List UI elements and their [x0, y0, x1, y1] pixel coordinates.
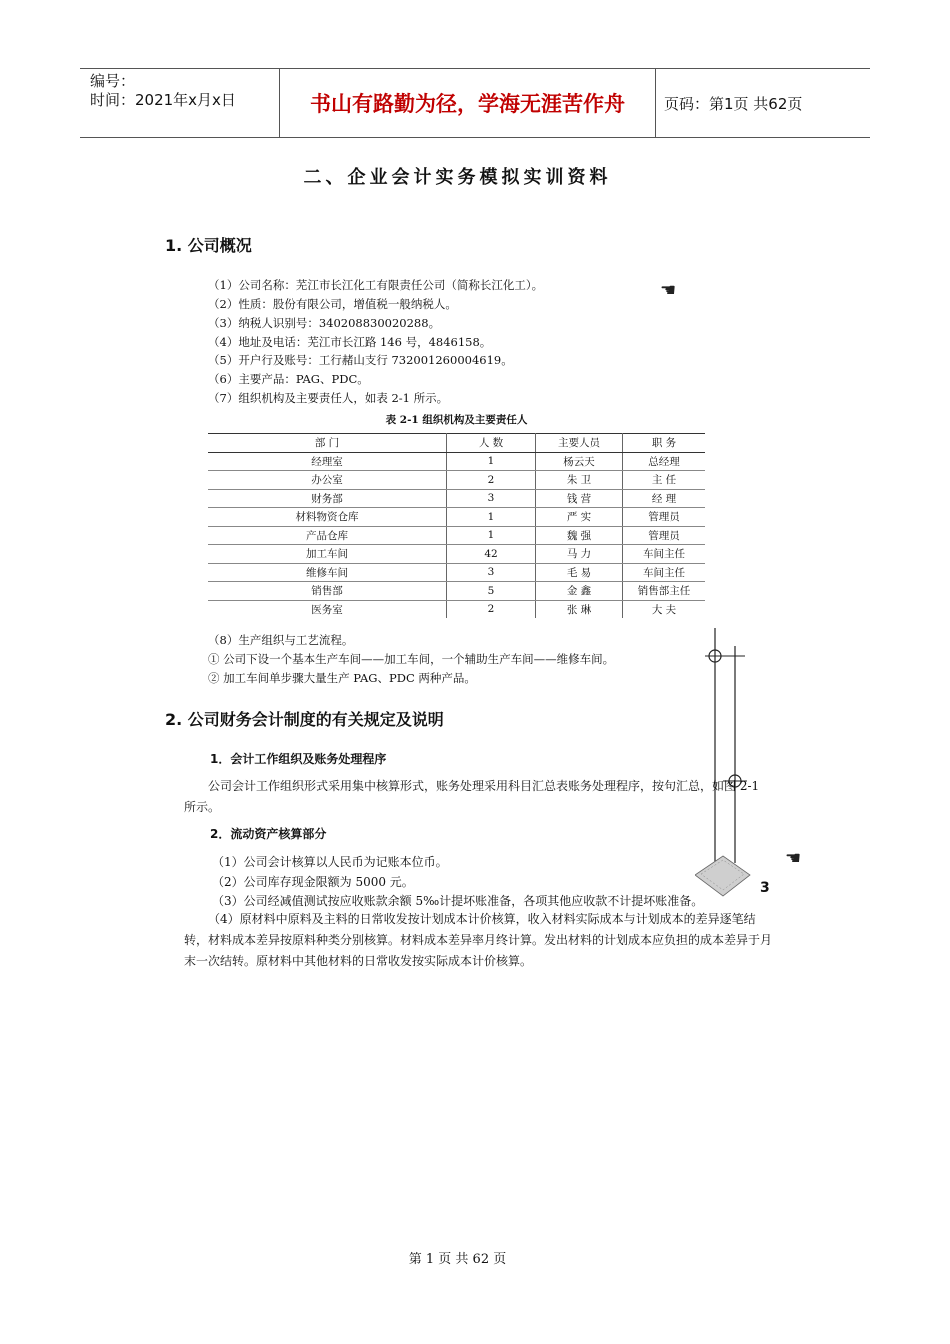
table-cell: 经理室 — [208, 452, 447, 471]
table-cell: 1 — [447, 526, 536, 545]
subsection-heading: 2．流动资产核算部分 — [210, 827, 327, 841]
header-meta — [80, 69, 280, 137]
table-cell: 办公室 — [208, 471, 447, 490]
table-row — [208, 508, 705, 527]
org-table — [208, 433, 705, 618]
table-row — [208, 563, 705, 582]
process-line: ② 加工车间单步骤大量生产 PAG、PDC 两种产品。 — [208, 671, 476, 685]
company-info-line: （6）主要产品：PAG、PDC。 — [208, 372, 369, 386]
page-footer: 第 1 页 共 62 页 — [408, 1252, 507, 1267]
paragraph: 公司会计工作组织形式采用集中核算形式，账务处理采用科目汇总表账务处理程序，按句汇总，如图 2-1 所示。 — [184, 779, 760, 814]
table-row — [208, 600, 705, 618]
column-header: 人 数 — [447, 434, 536, 453]
table-cell: 医务室 — [208, 600, 447, 618]
company-info-line: （2）性质：股份有限公司，增值税一般纳税人。 — [208, 297, 457, 311]
stray-mark: 3 — [760, 880, 770, 896]
table-cell: 马 力 — [536, 545, 623, 564]
table-row — [208, 545, 705, 564]
table-cell: 毛 易 — [536, 563, 623, 582]
table-cell: 朱 卫 — [536, 471, 623, 490]
table-cell: 42 — [447, 545, 536, 564]
table-header-row — [208, 434, 705, 453]
table-cell: 1 — [447, 452, 536, 471]
section2-heading: 2. 公司财务会计制度的有关规定及说明 — [165, 710, 444, 729]
table-cell: 销售部 — [208, 582, 447, 601]
accounting-item: （2）公司库存现金限额为 5000 元。 — [212, 875, 414, 889]
table-row — [208, 582, 705, 601]
table-row — [208, 489, 705, 508]
paragraph: （4）原材料中原料及主料的日常收发按计划成本计价核算，收入材料实际成本与计划成本的差异逐笔结转，材料成本差异按原料种类分别核算。材料成本差异率月终计算。发出材料的计划成本应负担的成本差异于月末一次结转。原材料中其他材料的日常收发按实际成本计价核算。 — [184, 912, 773, 968]
company-info-line: （5）开户行及账号：工行赭山支行 732001260004619。 — [208, 353, 513, 367]
hand-cursor-icon: ☚ — [660, 280, 677, 301]
column-header: 职 务 — [623, 434, 706, 453]
table-cell: 维修车间 — [208, 563, 447, 582]
header-motto: 书山有路勤为径，学海无涯苦作舟 — [280, 69, 656, 137]
table-cell: 3 — [447, 563, 536, 582]
table-cell: 2 — [447, 600, 536, 618]
section1-heading: 1. 公司概况 — [165, 236, 252, 255]
table-cell: 销售部主任 — [623, 582, 706, 601]
table-cell: 金 鑫 — [536, 582, 623, 601]
table-cell: 管理员 — [623, 526, 706, 545]
table-cell: 杨云天 — [536, 452, 623, 471]
company-info-line: （4）地址及电话：芜江市长江路 146 号，4846158。 — [208, 335, 492, 349]
company-info-line: （7）组织机构及主要责任人，如表 2-1 所示。 — [208, 391, 449, 405]
table-cell: 5 — [447, 582, 536, 601]
column-header: 主要人员 — [536, 434, 623, 453]
table-cell: 经 理 — [623, 489, 706, 508]
table-row — [208, 526, 705, 545]
table-cell: 主 任 — [623, 471, 706, 490]
header-page-info: 页码：第1页 共62页 — [664, 94, 803, 113]
accounting-item: （1）公司会计核算以人民币为记账本位币。 — [212, 855, 448, 869]
accounting-item: （3）公司经减值测试按应收账款余额 5‰计提坏账准备，各项其他应收款不计提坏账准备。 — [212, 894, 704, 908]
table-cell: 材料物资仓库 — [208, 508, 447, 527]
table-cell: 2 — [447, 471, 536, 490]
table-cell: 产品仓库 — [208, 526, 447, 545]
table-cell: 加工车间 — [208, 545, 447, 564]
table-row — [208, 471, 705, 490]
number-label: 编号： — [90, 72, 136, 90]
table-cell: 魏 强 — [536, 526, 623, 545]
table-row — [208, 452, 705, 471]
table-caption: 表 2-1 组织机构及主要责任人 — [385, 414, 528, 426]
document-title: 二、企业会计实务模拟实训资料 — [303, 167, 612, 188]
table-cell: 车间主任 — [623, 545, 706, 564]
table-cell: 张 琳 — [536, 600, 623, 618]
table-cell: 大 夫 — [651, 603, 677, 616]
page-header — [80, 68, 870, 138]
company-info-line: （3）纳税人识别号：340208830020288。 — [208, 316, 441, 330]
process-line: ① 公司下设一个基本生产车间——加工车间，一个辅助生产车间——维修车间。 — [208, 652, 615, 666]
table-cell: 总经理 — [623, 452, 706, 471]
hand-cursor-icon: ☚ — [785, 848, 802, 869]
subsection-heading: 1．会计工作组织及账务处理程序 — [210, 752, 387, 766]
table-cell: 3 — [447, 489, 536, 508]
table-cell: 钱 营 — [536, 489, 623, 508]
process-line: （8）生产组织与工艺流程。 — [208, 633, 354, 647]
table-cell: 1 — [447, 508, 536, 527]
table-cell: 财务部 — [208, 489, 447, 508]
registration-marks — [695, 628, 785, 908]
time-label: 时间：2021年x月x日 — [90, 91, 236, 109]
table-cell: 管理员 — [623, 508, 706, 527]
table-cell: 严 实 — [536, 508, 623, 527]
table-cell: 车间主任 — [623, 563, 706, 582]
company-info-line: （1）公司名称：芜江市长江化工有限责任公司（简称长江化工）。 — [208, 278, 544, 292]
column-header: 部 门 — [208, 434, 447, 453]
